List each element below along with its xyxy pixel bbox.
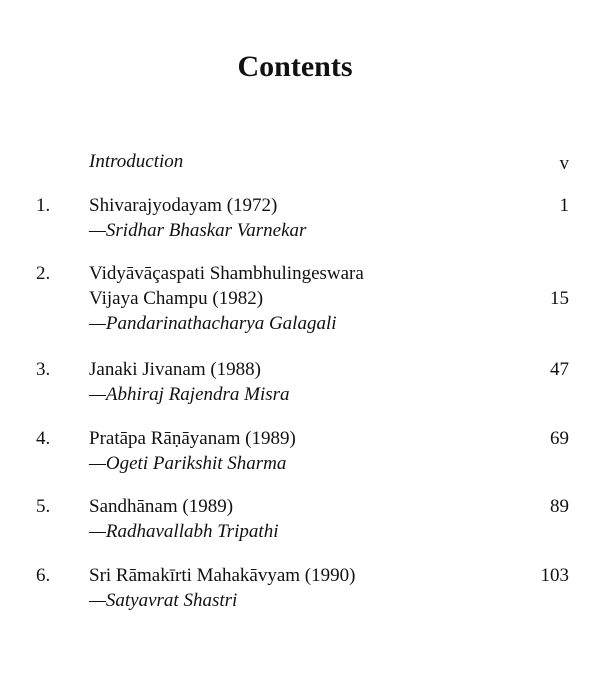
toc-entry-number: 4.	[36, 428, 51, 449]
toc-entry-author: —Sridhar Bhaskar Varnekar	[89, 220, 307, 241]
toc-entry-title: Janaki Jivanam (1988)	[89, 359, 262, 380]
toc-entry-title: Vidyāvāçaspati Shambhulingeswara	[89, 263, 364, 284]
toc-entry-page: v	[559, 153, 569, 174]
toc-entry-page: 15	[550, 288, 569, 309]
toc-entry-number: 5.	[36, 496, 51, 517]
toc-entry-introduction	[89, 151, 569, 175]
toc-entry-title: Sandhānam (1989)	[89, 496, 234, 517]
toc-entry-author: —Satyavrat Shastri	[89, 590, 238, 611]
toc-entry-title-continued: Vijaya Champu (1982)	[89, 288, 264, 309]
toc-entry-title: Introduction	[89, 151, 184, 172]
toc-entry-page: 47	[550, 359, 569, 380]
toc-entry-title: Pratāpa Rāṇāyanam (1989)	[89, 428, 296, 449]
page-title: Contents	[237, 50, 353, 83]
toc-entry-title: Sri Rāmakīrti Mahakāvyam (1990)	[89, 565, 356, 586]
toc-entry-page: 69	[550, 428, 569, 449]
toc-entry-number: 2.	[36, 263, 51, 284]
toc-entry-author: —Pandarinathacharya Galagali	[89, 313, 337, 334]
toc-entry-author: —Abhiraj Rajendra Misra	[89, 384, 290, 405]
toc-entry-page: 1	[559, 195, 569, 216]
toc-entry-number: 3.	[36, 359, 51, 380]
toc-entry-author: —Radhavallabh Tripathi	[89, 521, 279, 542]
toc-entry-author: —Ogeti Parikshit Sharma	[89, 453, 287, 474]
toc-entry-title: Shivarajyodayam (1972)	[89, 195, 278, 216]
toc-entry-page: 103	[540, 565, 569, 586]
toc-entry-number: 1.	[36, 195, 51, 216]
toc-entry-page: 89	[550, 496, 569, 517]
toc-entry-number: 6.	[36, 565, 51, 586]
